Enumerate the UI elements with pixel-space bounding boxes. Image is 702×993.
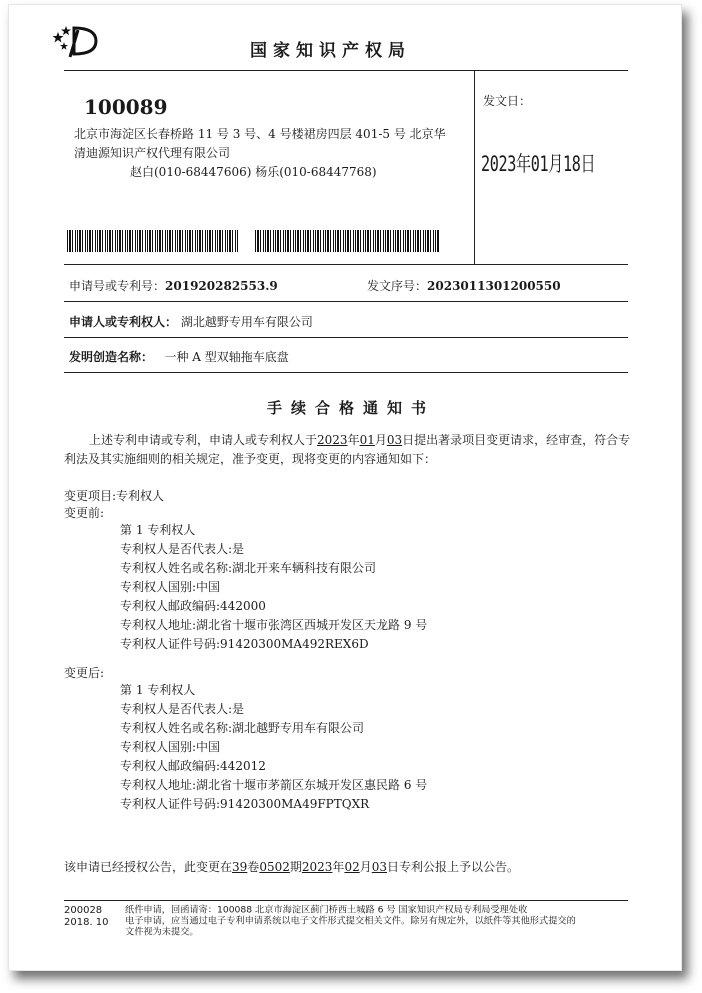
footer-note <box>125 905 576 938</box>
invention-row <box>69 348 289 365</box>
pub-day: 03 <box>371 860 388 874</box>
after-line: 专利权人国别:中国 <box>120 740 221 754</box>
before-line: 第 1 专利权人 <box>120 523 196 537</box>
intro-line-1: 上述专利申请或专利，申请人或专利权人于2023年01月03日提出著录项目变更请求，经审查，符合专 <box>89 433 631 447</box>
after-line: 专利权人证件号码:91420300MA49FPTQXR <box>120 797 370 811</box>
before-line: 专利权人地址:湖北省十堰市张湾区西城开发区天龙路 9 号 <box>120 618 428 632</box>
intro-line-2: 利法及其实施细则的相关规定，准予变更，现将变更的内容通知如下： <box>64 452 437 466</box>
after-line: 专利权人姓名或名称:湖北越野专用车有限公司 <box>120 721 365 735</box>
issue-date: 2023年01月18日 <box>481 152 596 176</box>
pub-issue: 0502 <box>259 860 290 874</box>
request-month: 01 <box>359 433 375 447</box>
serial-no: 2023011301200550 <box>427 279 561 293</box>
form-code-1: 200028 <box>64 905 103 916</box>
before-line: 专利权人国别:中国 <box>120 580 221 594</box>
address-line: 清迪源知识产权代理有限公司 <box>74 146 231 160</box>
applicant-name: 湖北越野专用车有限公司 <box>180 315 313 329</box>
footer-line: 文件视为未提交。 <box>125 927 199 938</box>
before-label: 变更前: <box>64 506 105 520</box>
publication-note: 该申请已经授权公告，此变更在39卷0502期2023年02月03日专利公报上予以公告。 <box>64 860 520 874</box>
after-line: 专利权人是否代表人:是 <box>120 702 245 716</box>
before-line: 专利权人证件号码:91420300MA492REX6D <box>120 637 369 651</box>
before-line: 专利权人是否代表人:是 <box>120 542 245 556</box>
cnipa-logo-icon <box>52 24 100 58</box>
footer-line: 纸件申请，回函请寄：100088 北京市海淀区蓟门桥西土城路 6 号 国家知识产权局专利局受理处收 <box>125 905 528 916</box>
issue-date-label: 发文日： <box>483 94 532 108</box>
application-number-row <box>69 277 278 294</box>
field-divider-4 <box>64 372 628 373</box>
after-label: 变更后: <box>64 666 105 680</box>
app-no-label: 申请号或专利号： <box>69 279 166 293</box>
pub-volume: 39 <box>232 860 248 874</box>
applicant-label: 申请人或专利权人： <box>69 315 178 329</box>
invention-title: 一种 A 型双轴拖车底盘 <box>164 350 289 364</box>
serial-label: 发文序号： <box>367 279 428 293</box>
footer-divider <box>64 900 628 901</box>
request-year: 2023 <box>317 433 348 447</box>
pub-month: 02 <box>344 860 360 874</box>
after-line: 第 1 专利权人 <box>120 683 196 697</box>
app-no: 201920282553.9 <box>165 279 278 293</box>
field-divider-3 <box>64 337 628 338</box>
address-line: 北京市海淀区长春桥路 11 号 3 号、4 号楼裙房四层 401-5 号 北京华 <box>74 127 446 141</box>
after-line: 专利权人邮政编码:442012 <box>120 759 266 773</box>
agency-name: 国家知识产权局 <box>250 41 411 61</box>
after-details <box>120 681 427 814</box>
footer-line: 电子申请，应当通过电子专利申请系统以电子文件形式提交相关文件。除另有规定外，以纸件等其他形式提交的 <box>125 916 576 927</box>
form-code-2: 2018. 10 <box>64 917 109 928</box>
before-line: 专利权人姓名或名称:湖北开来车辆科技有限公司 <box>120 561 377 575</box>
recipient-address <box>74 125 464 182</box>
address-line: 赵白(010-68447606) 杨乐(010-68447768) <box>130 165 377 179</box>
field-divider-2 <box>64 301 628 302</box>
form-code <box>64 905 109 929</box>
date-column-divider <box>474 70 475 264</box>
after-line: 专利权人地址:湖北省十堰市茅箭区东城开发区惠民路 6 号 <box>120 778 428 792</box>
serial-number-row <box>367 277 561 294</box>
barcode-right <box>255 230 439 252</box>
pub-year: 2023 <box>301 860 333 874</box>
change-item: 变更项目:专利权人 <box>64 489 165 503</box>
request-day: 03 <box>386 433 403 447</box>
header-divider <box>64 70 628 71</box>
invention-label: 发明创造名称： <box>69 350 154 364</box>
barcode-left <box>67 230 239 252</box>
field-divider-1 <box>64 264 628 265</box>
notice-title: 手续合格通知书 <box>266 399 435 417</box>
before-details <box>120 521 427 654</box>
before-line: 专利权人邮政编码:442000 <box>120 599 266 613</box>
applicant-row <box>69 313 313 330</box>
recipient-postcode: 100089 <box>84 95 168 119</box>
